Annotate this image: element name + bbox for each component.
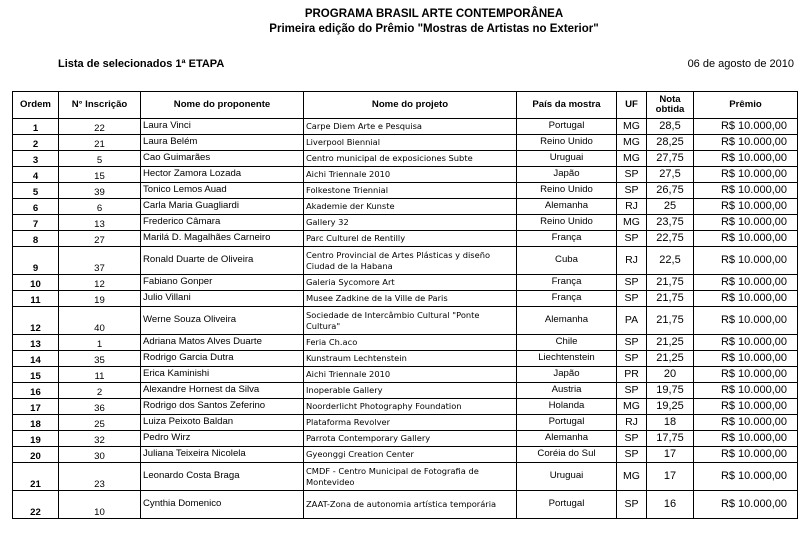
cell-pais: Portugal — [517, 119, 617, 135]
document-subtitle: Primeira edição do Prêmio "Mostras de Artistas no Exterior" — [269, 23, 599, 35]
cell-uf: SP — [617, 351, 647, 367]
cell-premio: R$ 10.000,00 — [694, 215, 798, 231]
cell-pais: França — [517, 275, 617, 291]
cell-inscricao: 10 — [59, 491, 141, 519]
cell-premio: R$ 10.000,00 — [694, 183, 798, 199]
cell-ordem: 21 — [13, 463, 59, 491]
cell-projeto: Sociedade de Intercâmbio Cultural "Ponte Cultura" — [304, 307, 517, 335]
cell-proponente: Ronald Duarte de Oliveira — [141, 247, 304, 275]
cell-ordem: 4 — [13, 167, 59, 183]
cell-projeto: Galeria Sycomore Art — [304, 275, 517, 291]
table-row — [13, 247, 798, 275]
cell-pais: Japão — [517, 367, 617, 383]
cell-nota: 17,75 — [647, 431, 694, 447]
cell-ordem: 16 — [13, 383, 59, 399]
cell-nota: 26,75 — [647, 183, 694, 199]
cell-ordem: 9 — [13, 247, 59, 275]
cell-ordem: 13 — [13, 335, 59, 351]
cell-inscricao: 19 — [59, 291, 141, 307]
cell-inscricao: 11 — [59, 367, 141, 383]
cell-inscricao: 37 — [59, 247, 141, 275]
cell-nota: 21,75 — [647, 307, 694, 335]
cell-nota: 20 — [647, 367, 694, 383]
cell-inscricao: 40 — [59, 307, 141, 335]
cell-proponente: Adriana Matos Alves Duarte — [141, 335, 304, 351]
document-date: 06 de agosto de 2010 — [687, 58, 794, 70]
cell-projeto: Parc Culturel de Rentilly — [304, 231, 517, 247]
cell-uf: SP — [617, 447, 647, 463]
cell-pais: Uruguai — [517, 151, 617, 167]
table-row — [13, 119, 798, 135]
cell-pais: Liechtenstein — [517, 351, 617, 367]
cell-pais: Reino Unido — [517, 215, 617, 231]
table-row — [13, 491, 798, 519]
cell-pais: Alemanha — [517, 307, 617, 335]
cell-pais: França — [517, 291, 617, 307]
cell-projeto: Centro municipal de exposiciones Subte — [304, 151, 517, 167]
cell-proponente: Julio Villani — [141, 291, 304, 307]
cell-uf: SP — [617, 167, 647, 183]
cell-nota: 22,5 — [647, 247, 694, 275]
cell-uf: SP — [617, 491, 647, 519]
cell-proponente: Werne Souza Oliveira — [141, 307, 304, 335]
cell-pais: Reino Unido — [517, 135, 617, 151]
cell-nota: 17 — [647, 447, 694, 463]
cell-uf: SP — [617, 291, 647, 307]
cell-ordem: 14 — [13, 351, 59, 367]
cell-inscricao: 13 — [59, 215, 141, 231]
table-body — [13, 119, 798, 519]
cell-nota: 28,25 — [647, 135, 694, 151]
cell-projeto: Feria Ch.aco — [304, 335, 517, 351]
cell-uf: RJ — [617, 415, 647, 431]
cell-nota: 21,25 — [647, 335, 694, 351]
cell-nota: 21,75 — [647, 291, 694, 307]
table-row — [13, 151, 798, 167]
cell-premio: R$ 10.000,00 — [694, 447, 798, 463]
cell-premio: R$ 10.000,00 — [694, 491, 798, 519]
cell-proponente: Rodrigo dos Santos Zeferino — [141, 399, 304, 415]
table-row — [13, 231, 798, 247]
cell-ordem: 11 — [13, 291, 59, 307]
cell-ordem: 7 — [13, 215, 59, 231]
cell-premio: R$ 10.000,00 — [694, 463, 798, 491]
cell-proponente: Hector Zamora Lozada — [141, 167, 304, 183]
cell-premio: R$ 10.000,00 — [694, 151, 798, 167]
cell-projeto: Kunstraum Lechtenstein — [304, 351, 517, 367]
cell-inscricao: 5 — [59, 151, 141, 167]
cell-ordem: 6 — [13, 199, 59, 215]
cell-projeto: Akademie der Kunste — [304, 199, 517, 215]
cell-pais: Coréia do Sul — [517, 447, 617, 463]
cell-ordem: 3 — [13, 151, 59, 167]
cell-proponente: Marilá D. Magalhães Carneiro — [141, 231, 304, 247]
cell-ordem: 20 — [13, 447, 59, 463]
column-header-uf: UF — [617, 92, 647, 119]
cell-proponente: Laura Vinci — [141, 119, 304, 135]
cell-ordem: 15 — [13, 367, 59, 383]
cell-uf: PR — [617, 367, 647, 383]
cell-uf: SP — [617, 183, 647, 199]
cell-premio: R$ 10.000,00 — [694, 291, 798, 307]
table-row — [13, 167, 798, 183]
column-header-nota: Nota obtida — [647, 92, 694, 119]
cell-inscricao: 12 — [59, 275, 141, 291]
cell-ordem: 8 — [13, 231, 59, 247]
cell-pais: Japão — [517, 167, 617, 183]
cell-nota: 19,75 — [647, 383, 694, 399]
column-header-pais: País da mostra — [517, 92, 617, 119]
cell-projeto: Noorderlicht Photography Foundation — [304, 399, 517, 415]
cell-inscricao: 25 — [59, 415, 141, 431]
cell-projeto: Inoperable Gallery — [304, 383, 517, 399]
cell-nota: 18 — [647, 415, 694, 431]
cell-uf: MG — [617, 135, 647, 151]
cell-uf: SP — [617, 383, 647, 399]
cell-premio: R$ 10.000,00 — [694, 275, 798, 291]
cell-projeto: Folkestone Triennial — [304, 183, 517, 199]
cell-pais: Cuba — [517, 247, 617, 275]
cell-projeto: Plataforma Revolver — [304, 415, 517, 431]
table-row — [13, 291, 798, 307]
cell-uf: SP — [617, 275, 647, 291]
cell-uf: MG — [617, 215, 647, 231]
column-header-ordem: Ordem — [13, 92, 59, 119]
cell-inscricao: 2 — [59, 383, 141, 399]
cell-uf: MG — [617, 463, 647, 491]
cell-uf: RJ — [617, 199, 647, 215]
cell-proponente: Cynthia Domenico — [141, 491, 304, 519]
cell-proponente: Frederico Câmara — [141, 215, 304, 231]
cell-nota: 17 — [647, 463, 694, 491]
cell-proponente: Leonardo Costa Braga — [141, 463, 304, 491]
cell-inscricao: 6 — [59, 199, 141, 215]
cell-uf: MG — [617, 151, 647, 167]
cell-pais: Portugal — [517, 491, 617, 519]
table-row — [13, 183, 798, 199]
cell-inscricao: 39 — [59, 183, 141, 199]
cell-premio: R$ 10.000,00 — [694, 399, 798, 415]
cell-ordem: 18 — [13, 415, 59, 431]
cell-nota: 21,75 — [647, 275, 694, 291]
table-row — [13, 135, 798, 151]
cell-projeto: CMDF - Centro Municipal de Fotografia de Montevideo — [304, 463, 517, 491]
cell-proponente: Erica Kaminishi — [141, 367, 304, 383]
cell-nota: 16 — [647, 491, 694, 519]
cell-premio: R$ 10.000,00 — [694, 367, 798, 383]
table-row — [13, 399, 798, 415]
cell-proponente: Fabiano Gonper — [141, 275, 304, 291]
cell-proponente: Tonico Lemos Auad — [141, 183, 304, 199]
table-row — [13, 275, 798, 291]
cell-ordem: 2 — [13, 135, 59, 151]
cell-proponente: Carla Maria Guagliardi — [141, 199, 304, 215]
table-row — [13, 335, 798, 351]
cell-uf: MG — [617, 119, 647, 135]
cell-uf: MG — [617, 399, 647, 415]
cell-nota: 28,5 — [647, 119, 694, 135]
cell-proponente: Alexandre Hornest da Silva — [141, 383, 304, 399]
cell-inscricao: 1 — [59, 335, 141, 351]
cell-projeto: ZAAT-Zona de autonomia artística temporária — [304, 491, 517, 519]
table-row — [13, 307, 798, 335]
cell-nota: 21,25 — [647, 351, 694, 367]
cell-proponente: Juliana Teixeira Nicolela — [141, 447, 304, 463]
cell-projeto: Centro Provincial de Artes Plásticas y diseño Ciudad de la Habana — [304, 247, 517, 275]
cell-pais: França — [517, 231, 617, 247]
cell-uf: SP — [617, 231, 647, 247]
cell-premio: R$ 10.000,00 — [694, 351, 798, 367]
cell-ordem: 10 — [13, 275, 59, 291]
column-header-proponente: Nome do proponente — [141, 92, 304, 119]
cell-nota: 25 — [647, 199, 694, 215]
cell-premio: R$ 10.000,00 — [694, 335, 798, 351]
cell-uf: PA — [617, 307, 647, 335]
cell-projeto: Liverpool Biennial — [304, 135, 517, 151]
cell-projeto: Aichi Triennale 2010 — [304, 167, 517, 183]
table-row — [13, 351, 798, 367]
cell-projeto: Carpe Diem Arte e Pesquisa — [304, 119, 517, 135]
table-header-row — [13, 92, 798, 119]
cell-pais: Uruguai — [517, 463, 617, 491]
cell-pais: Holanda — [517, 399, 617, 415]
cell-inscricao: 27 — [59, 231, 141, 247]
cell-pais: Reino Unido — [517, 183, 617, 199]
cell-uf: SP — [617, 431, 647, 447]
cell-ordem: 1 — [13, 119, 59, 135]
cell-projeto: Gallery 32 — [304, 215, 517, 231]
table-row — [13, 367, 798, 383]
cell-nota: 27,5 — [647, 167, 694, 183]
cell-premio: R$ 10.000,00 — [694, 247, 798, 275]
list-label: Lista de selecionados 1ª ETAPA — [58, 58, 225, 70]
cell-ordem: 12 — [13, 307, 59, 335]
cell-premio: R$ 10.000,00 — [694, 431, 798, 447]
cell-proponente: Laura Belém — [141, 135, 304, 151]
table-row — [13, 415, 798, 431]
cell-pais: Austria — [517, 383, 617, 399]
cell-inscricao: 35 — [59, 351, 141, 367]
cell-premio: R$ 10.000,00 — [694, 307, 798, 335]
cell-inscricao: 22 — [59, 119, 141, 135]
table-row — [13, 215, 798, 231]
cell-projeto: Musee Zadkine de la Ville de Paris — [304, 291, 517, 307]
cell-pais: Alemanha — [517, 199, 617, 215]
cell-nota: 27,75 — [647, 151, 694, 167]
table-row — [13, 463, 798, 491]
table-row — [13, 431, 798, 447]
cell-premio: R$ 10.000,00 — [694, 119, 798, 135]
cell-ordem: 5 — [13, 183, 59, 199]
cell-inscricao: 36 — [59, 399, 141, 415]
cell-premio: R$ 10.000,00 — [694, 167, 798, 183]
cell-ordem: 19 — [13, 431, 59, 447]
cell-pais: Portugal — [517, 415, 617, 431]
cell-proponente: Cao Guimarães — [141, 151, 304, 167]
cell-inscricao: 21 — [59, 135, 141, 151]
cell-projeto: Aichi Triennale 2010 — [304, 367, 517, 383]
cell-nota: 19,25 — [647, 399, 694, 415]
cell-inscricao: 32 — [59, 431, 141, 447]
table-row — [13, 199, 798, 215]
cell-uf: RJ — [617, 247, 647, 275]
cell-pais: Chile — [517, 335, 617, 351]
cell-uf: SP — [617, 335, 647, 351]
cell-ordem: 17 — [13, 399, 59, 415]
cell-premio: R$ 10.000,00 — [694, 415, 798, 431]
table-row — [13, 447, 798, 463]
cell-inscricao: 23 — [59, 463, 141, 491]
cell-ordem: 22 — [13, 491, 59, 519]
cell-premio: R$ 10.000,00 — [694, 383, 798, 399]
cell-pais: Alemanha — [517, 431, 617, 447]
cell-premio: R$ 10.000,00 — [694, 135, 798, 151]
cell-proponente: Rodrigo Garcia Dutra — [141, 351, 304, 367]
selection-table — [12, 91, 798, 519]
cell-inscricao: 30 — [59, 447, 141, 463]
cell-premio: R$ 10.000,00 — [694, 231, 798, 247]
cell-proponente: Pedro Wirz — [141, 431, 304, 447]
column-header-premio: Prêmio — [694, 92, 798, 119]
column-header-inscricao: N° Inscrição — [59, 92, 141, 119]
document-title: PROGRAMA BRASIL ARTE CONTEMPORÂNEA — [304, 8, 564, 20]
cell-proponente: Luiza Peixoto Baldan — [141, 415, 304, 431]
cell-projeto: Parrota Contemporary Gallery — [304, 431, 517, 447]
table-row — [13, 383, 798, 399]
cell-inscricao: 15 — [59, 167, 141, 183]
cell-projeto: Gyeonggi Creation Center — [304, 447, 517, 463]
cell-nota: 22,75 — [647, 231, 694, 247]
cell-nota: 23,75 — [647, 215, 694, 231]
cell-premio: R$ 10.000,00 — [694, 199, 798, 215]
column-header-projeto: Nome do projeto — [304, 92, 517, 119]
